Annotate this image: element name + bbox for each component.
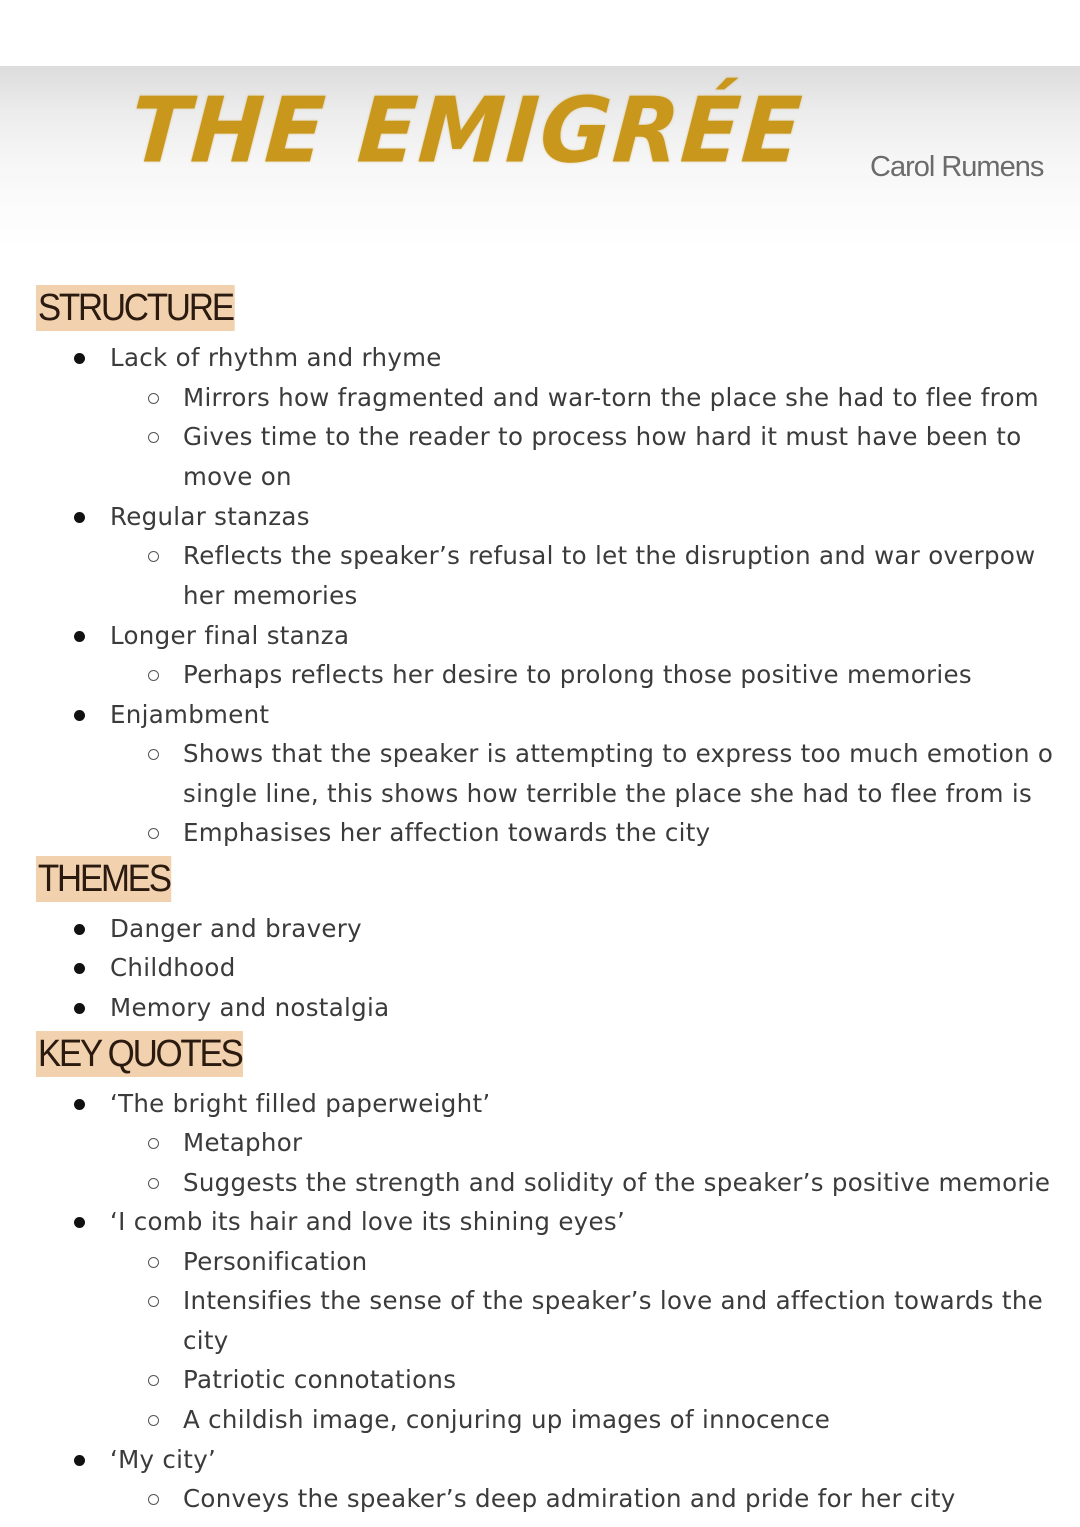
list-item: Danger and bravery — [110, 914, 362, 943]
bullet-circle-icon — [148, 749, 159, 760]
quote-item: ‘I comb its hair and love its shining eyes’ — [110, 1207, 626, 1236]
bullet-circle-icon — [148, 1257, 159, 1268]
top-margin — [0, 0, 1080, 66]
bullet-disc-icon — [74, 710, 85, 721]
poem-author: Carol Rumens — [870, 151, 1044, 183]
list-item: Enjambment — [110, 700, 270, 729]
section-heading-themes: THEMES — [37, 858, 170, 900]
bullet-disc-icon — [74, 924, 85, 935]
bullet-circle-icon — [148, 432, 159, 443]
list-item: Memory and nostalgia — [110, 993, 390, 1022]
bullet-circle-icon — [148, 828, 159, 839]
sub-list-item: Metaphor — [183, 1128, 303, 1157]
bullet-circle-icon — [148, 1375, 159, 1386]
bullet-circle-icon — [148, 1296, 159, 1307]
bullet-disc-icon — [74, 963, 85, 974]
sub-list-item: Shows that the speaker is attempting to express too much emotion o — [183, 739, 1054, 768]
sub-list-item: Gives time to the reader to process how hard it must have been to — [183, 422, 1022, 451]
sub-list-item: Mirrors how fragmented and war-torn the place she had to flee from — [183, 383, 1039, 412]
bullet-circle-icon — [148, 670, 159, 681]
sub-list-item: Perhaps reflects her desire to prolong those positive memories — [183, 660, 972, 689]
bullet-circle-icon — [148, 1178, 159, 1189]
bullet-disc-icon — [74, 1099, 85, 1110]
quote-item: ‘The bright filled paperweight’ — [110, 1089, 491, 1118]
list-item: Childhood — [110, 953, 236, 982]
bullet-disc-icon — [74, 631, 85, 642]
bullet-circle-icon — [148, 393, 159, 404]
section-heading-key-quotes: KEY QUOTES — [37, 1033, 242, 1075]
bullet-disc-icon — [74, 1455, 85, 1466]
quote-item: ‘My city’ — [110, 1445, 217, 1474]
sub-list-item-continuation: single line, this shows how terrible the place she had to flee from is — [183, 779, 1033, 808]
bullet-disc-icon — [74, 353, 85, 364]
poem-title: THE EMIGRÉE — [127, 78, 807, 184]
bullet-circle-icon — [148, 1415, 159, 1426]
list-item: Regular stanzas — [110, 502, 310, 531]
sub-list-item-continuation: her memories — [183, 581, 358, 610]
bullet-disc-icon — [74, 1217, 85, 1228]
bullet-circle-icon — [148, 1494, 159, 1505]
sub-list-item-continuation: city — [183, 1326, 229, 1355]
bullet-circle-icon — [148, 1138, 159, 1149]
sub-list-item-continuation: move on — [183, 462, 292, 491]
sub-list-item: Patriotic connotations — [183, 1365, 457, 1394]
sub-list-item: Conveys the speaker’s deep admiration and pride for her city — [183, 1484, 956, 1513]
bullet-circle-icon — [148, 551, 159, 562]
section-heading-structure: STRUCTURE — [37, 287, 233, 329]
list-item: Lack of rhythm and rhyme — [110, 343, 442, 372]
sub-list-item: Intensifies the sense of the speaker’s love and affection towards the — [183, 1286, 1044, 1315]
sub-list-item: A childish image, conjuring up images of innocence — [183, 1405, 831, 1434]
bullet-disc-icon — [74, 1003, 85, 1014]
sub-list-item: Emphasises her affection towards the city — [183, 818, 711, 847]
list-item: Longer final stanza — [110, 621, 350, 650]
sub-list-item: Suggests the strength and solidity of the speaker’s positive memorie — [183, 1168, 1051, 1197]
bullet-disc-icon — [74, 512, 85, 523]
sub-list-item: Personification — [183, 1247, 368, 1276]
sub-list-item: Reflects the speaker’s refusal to let the disruption and war overpow — [183, 541, 1036, 570]
